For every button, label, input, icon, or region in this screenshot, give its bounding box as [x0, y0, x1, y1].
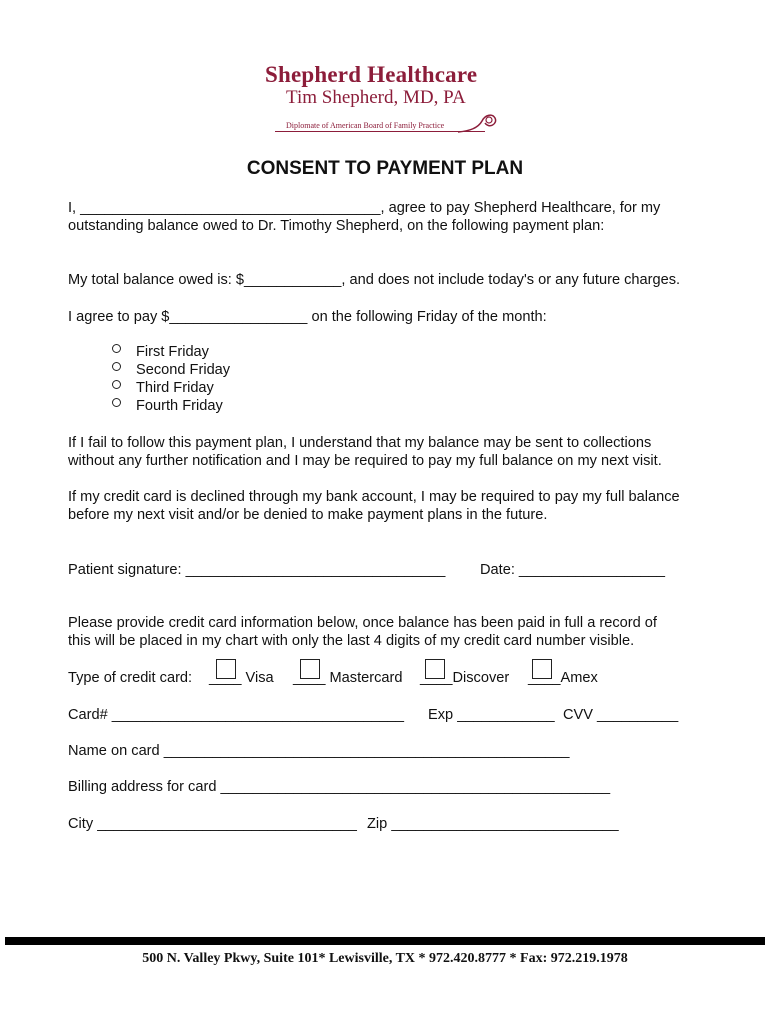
option-second-friday[interactable]: Second Friday — [136, 362, 231, 378]
card-info-line-1: Please provide credit card information below, once balance has been paid in full a record of — [68, 615, 657, 631]
pay-amount-line[interactable]: I agree to pay $_________________ on the following Friday of the month: — [68, 309, 547, 325]
city-field[interactable]: City ________________________________ — [68, 816, 357, 832]
name-on-card-field[interactable]: Name on card __________________________________________________ — [68, 743, 570, 759]
visa-option[interactable]: ____ Visa — [209, 670, 274, 686]
radio-first-friday[interactable] — [112, 344, 121, 353]
discover-option[interactable]: ____Discover — [420, 670, 510, 686]
intro-line-2: outstanding balance owed to Dr. Timothy Shepherd, on the following payment plan: — [68, 218, 605, 234]
option-fourth-friday[interactable]: Fourth Friday — [136, 398, 223, 414]
date-field[interactable]: Date: __________________ — [480, 562, 666, 578]
cvv-field[interactable]: CVV __________ — [563, 707, 679, 723]
radio-fourth-friday[interactable] — [112, 398, 121, 407]
expiration-field[interactable]: Exp ____________ — [428, 707, 555, 723]
card-info-line-2: this will be placed in my chart with only the last 4 digits of my credit card number visible. — [68, 633, 635, 649]
option-first-friday[interactable]: First Friday — [136, 344, 209, 360]
collections-line-2: without any further notification and I may be required to pay my full balance on my next visit. — [68, 453, 662, 469]
amex-option[interactable]: ____Amex — [528, 670, 598, 686]
radio-second-friday[interactable] — [112, 362, 121, 371]
logo-divider — [275, 131, 485, 132]
billing-address-field[interactable]: Billing address for card ________________________________________________ — [68, 779, 611, 795]
zip-field[interactable]: Zip ____________________________ — [367, 816, 619, 832]
footer-divider — [5, 937, 765, 945]
logo-doctor-name: Tim Shepherd, MD, PA — [286, 87, 466, 108]
card-number-field[interactable]: Card# ____________________________________ — [68, 707, 404, 723]
patient-signature-field[interactable]: Patient signature: ________________________________ — [68, 562, 446, 578]
mastercard-option[interactable]: ____ Mastercard — [293, 670, 403, 686]
stethoscope-icon — [456, 108, 498, 138]
logo-practice-name: Shepherd Healthcare — [265, 62, 478, 87]
declined-line-2: before my next visit and/or be denied to make payment plans in the future. — [68, 507, 548, 523]
option-third-friday[interactable]: Third Friday — [136, 380, 214, 396]
footer-address: 500 N. Valley Pkwy, Suite 101* Lewisville, TX * 972.420.8777 * Fax: 972.219.1978 — [142, 951, 628, 966]
intro-line-1[interactable]: I, _____________________________________, agree to pay Shepherd Healthcare, for my — [68, 200, 661, 216]
collections-line-1: If I fail to follow this payment plan, I understand that my balance may be sent to collections — [68, 435, 652, 451]
declined-line-1: If my credit card is declined through my bank account, I may be required to pay my full balance — [68, 489, 680, 505]
balance-line[interactable]: My total balance owed is: $____________, and does not include today's or any future charges. — [68, 272, 681, 288]
card-type-label: Type of credit card: — [68, 670, 193, 686]
radio-third-friday[interactable] — [112, 380, 121, 389]
logo-diplomate: Diplomate of American Board of Family Practice — [286, 121, 445, 130]
document-title: CONSENT TO PAYMENT PLAN — [246, 158, 524, 179]
